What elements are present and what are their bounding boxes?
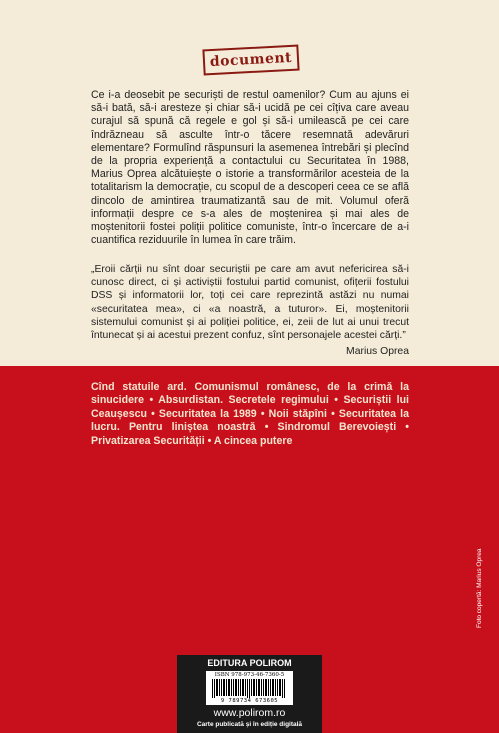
publisher-website: www.polirom.ro (213, 707, 286, 719)
isbn-text: ISBN 978-973-46-7360-5 (214, 672, 285, 678)
document-stamp: document (202, 45, 299, 76)
photo-credit: Foto copertă: Marius Oprea (476, 548, 483, 628)
edition-note: Carte publicată și în ediție digitală (196, 721, 303, 728)
publisher-name: EDITURA POLIROM (207, 658, 292, 668)
cream-panel (0, 0, 499, 366)
publisher-box (177, 655, 322, 733)
barcode-box (206, 671, 293, 705)
barcode-digits: 9 789734 673605 (220, 698, 279, 704)
barcode (212, 679, 287, 698)
contents-list: Cînd statuile ard. Comunismul românesc, de la crimă la sinucidere • Absurdistan. Secretele regimului • Securiștii lui Ceaușescu • Securitatea la 1989 • Noii stăpîni • Securitatea la lucru. Pentru liniștea noastră • Sindromul Berevoiești • Privatizarea Securității • A cincea putere (91, 381, 409, 447)
quote-author: Marius Oprea (346, 346, 409, 357)
author-quote: „Eroii cărții nu sînt doar securiștii pe care am avut nefericirea să-i cunosc direct, ci și activiștii fostului partid comunist, ofițerii fostului DSS și informatorii lor, toți cei care reprezintă astăzi nu numai «securitatea mea», ci «a noastră, a tuturor». Ei, moștenitorii sistemului comunist și ai poliției politice, ei, zeii de lut ai unui trecut întunecat și ai acestui prezent confuz, sînt personajele acestei cărți.” (91, 264, 409, 342)
description-paragraph: Ce i-a deosebit pe securiști de restul oamenilor? Cum au ajuns ei să-i bată, să-i aresteze și chiar să-i ucidă pe cei cîțiva care aveau curajul să spună că regele e gol și să-i umilească pe cei care îndrăzneau să asculte într-o tăcere resemnată adevăruri elementare? Formulînd răspunsuri la asemenea întrebări și plecînd de la propria experiență a contactului cu Securitatea în 1988, Marius Oprea alcătuiește o istorie a transformărilor acesteia de la totalitarism la democrație, cu scopul de a descoperi ceea ce se află dincolo de amintirea traumatizantă sau de mit. Volumul oferă informații despre ce s-a ales de moștenirea și mai ales de moștenitorii fostei poliții politice comuniste, într-o încercare de a-i cuantifica reziduurile în lumea în care trăim. (91, 89, 409, 247)
